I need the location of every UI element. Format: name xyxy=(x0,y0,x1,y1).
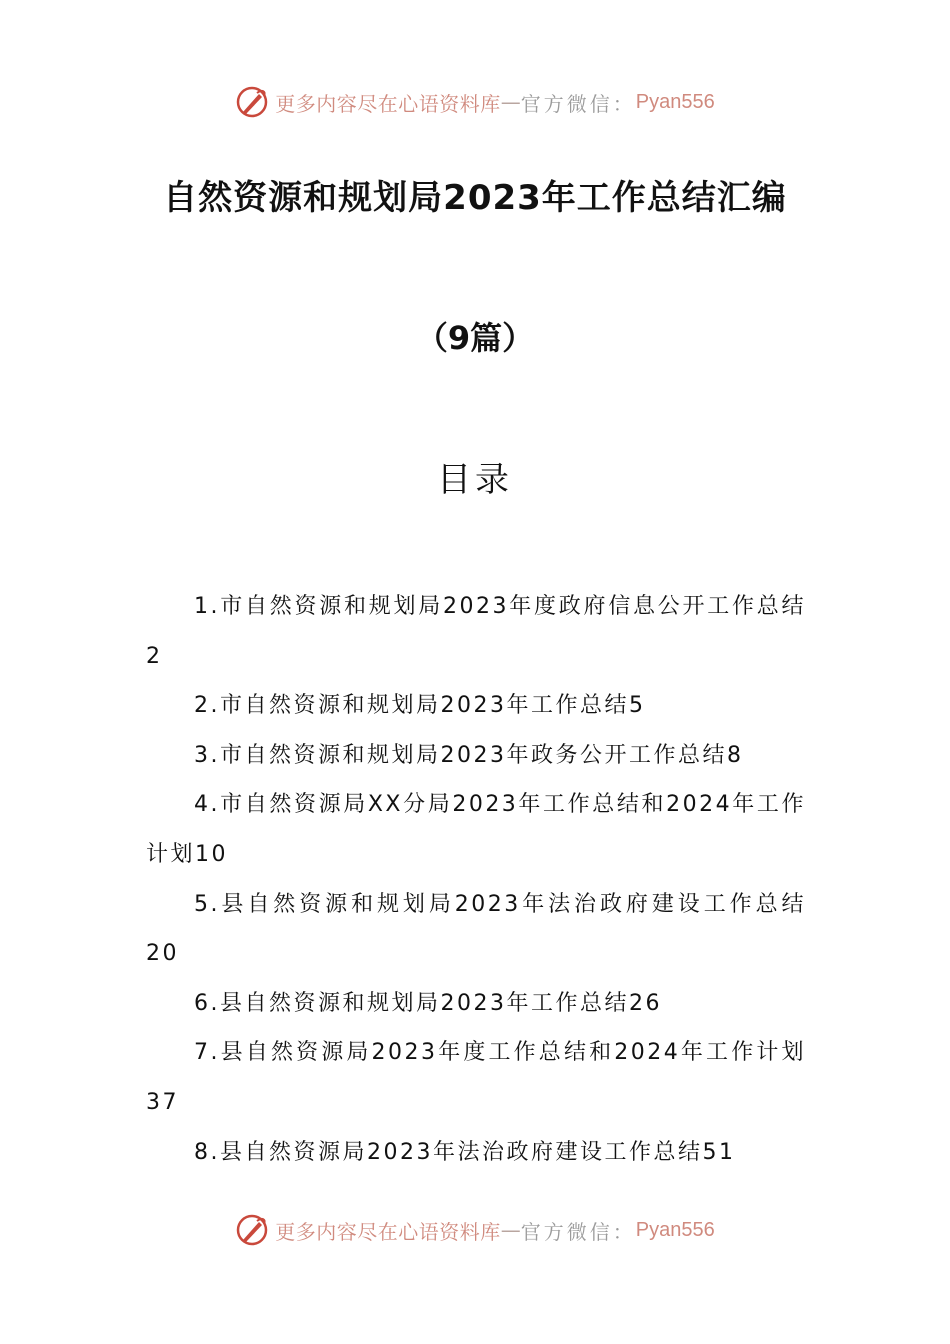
watermark-text: 更多内容尽在心语资料库 xyxy=(275,91,501,116)
quill-pen-icon xyxy=(235,1213,269,1247)
toc-item[interactable]: 3.市自然资源和规划局2023年政务公开工作总结8 xyxy=(194,742,744,768)
toc-item[interactable]: 1.市自然资源和规划局2023年度政府信息公开工作总结2 xyxy=(146,594,806,669)
toc-item[interactable]: 7.县自然资源局2023年度工作总结和2024年工作计划37 xyxy=(146,1040,806,1115)
quill-pen-icon xyxy=(235,85,269,119)
watermark-label: 官方微信： xyxy=(520,91,636,116)
document-subtitle: （9篇） xyxy=(415,319,535,357)
toc-item[interactable]: 6.县自然资源和规划局2023年工作总结26 xyxy=(194,990,662,1016)
watermark-label: 官方微信： xyxy=(520,1219,636,1244)
watermark-text: 更多内容尽在心语资料库 xyxy=(275,1219,501,1244)
watermark-footer xyxy=(0,1210,950,1250)
watermark-header xyxy=(0,82,950,122)
table-of-contents xyxy=(146,582,806,1177)
watermark-wechat-id: Pyan556 xyxy=(635,90,715,113)
toc-item[interactable]: 4.市自然资源局XX分局2023年工作总结和2024年工作计划10 xyxy=(146,792,806,867)
document-title: 自然资源和规划局2023年工作总结汇编 xyxy=(163,178,787,218)
toc-heading: 目录 xyxy=(437,460,513,500)
watermark-separator: — xyxy=(500,1218,521,1242)
toc-item[interactable]: 5.县自然资源和规划局2023年法治政府建设工作总结20 xyxy=(146,891,806,967)
watermark-wechat-id: Pyan556 xyxy=(635,1218,715,1241)
toc-item[interactable]: 2.市自然资源和规划局2023年工作总结5 xyxy=(194,693,646,719)
watermark-separator: — xyxy=(500,90,521,114)
toc-item[interactable]: 8.县自然资源局2023年法治政府建设工作总结51 xyxy=(194,1139,736,1165)
